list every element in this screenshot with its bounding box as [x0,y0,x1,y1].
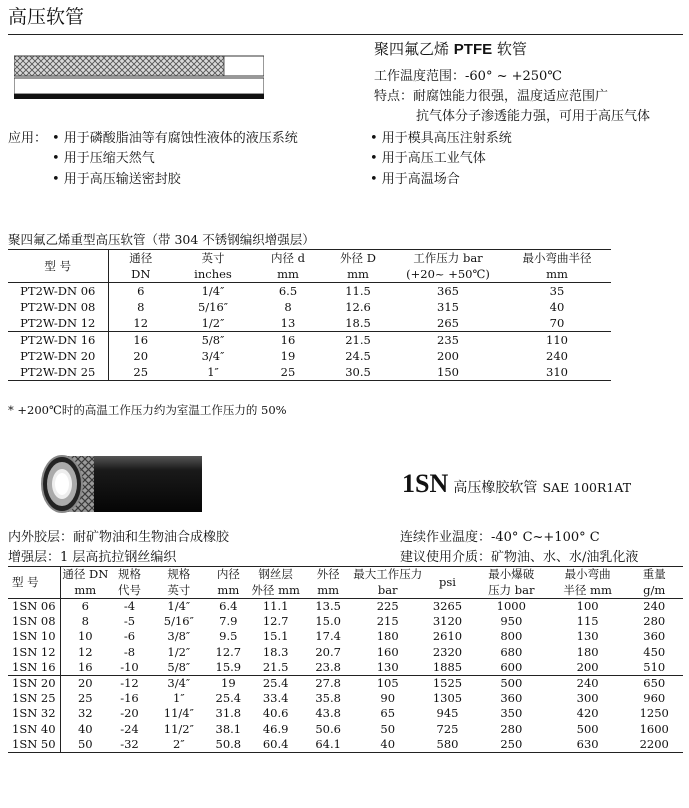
table1-header-6-line-0: 最小弯曲半径 [522,251,592,265]
table1-header-6-line-1: mm [546,267,568,281]
application-right-3: • 用于高温场合 [370,172,460,187]
table2-cell: 960 [643,691,666,706]
table2-cell: 38.1 [215,721,242,736]
table-row [8,722,683,737]
table2-cell: 33.4 [262,691,289,706]
table1-header-4-line-1: mm [347,267,369,281]
table2-cell: 40 [380,736,396,751]
table2-header-4 [208,567,248,599]
table2-cell: 180 [576,644,599,659]
table2-header-7-line-0: 最大工作压力 [353,567,423,581]
table2-cell: 1885 [432,659,463,674]
page-title: 高压软管 [8,6,85,28]
ptfe-temp [374,65,562,84]
table2-cell: 1″ [173,691,185,706]
table2-cell: 31.8 [215,706,242,721]
table2-header-3-line-0: 规格 [167,567,191,581]
table2-cell: 2320 [432,644,463,659]
rubber-hose-illustration [22,452,202,516]
table2-cell: 11.1 [262,599,289,613]
table2-cell: -5 [123,614,136,629]
table1-cell: 150 [437,365,459,379]
table2-header-4-line-1: mm [217,582,240,597]
table1-header-5 [393,250,503,283]
table1-cell: 310 [546,365,568,379]
table2-cell: 1SN 16 [8,660,60,676]
table1-header-0 [8,250,108,283]
table1-cell: 20 [133,349,149,363]
table2-header-10-line-0: 最小弯曲 [564,567,611,581]
table1-cell: 12.6 [345,300,371,314]
table1-cell: 1/2″ [201,316,225,330]
table1-cell: 19 [280,349,296,363]
table2-cell: 160 [376,644,399,659]
ptfe-hose-illustration [14,52,264,104]
sn-media: 建议使用介质：矿物油、水、水/油乳化液 [400,550,639,565]
table2-cell: 5/8″ [167,659,191,674]
table2-cell: 3120 [432,614,463,629]
table2-cell: 50 [77,736,93,751]
table2-cell: 1SN 06 [8,599,60,615]
table1-header-3 [253,250,323,283]
ptfe-heading-brand: PTFE [453,41,493,58]
sn-temperature: 连续作业温度：-40° C~+100° C [400,530,600,545]
table-row [8,629,683,644]
table2-cell: 650 [625,676,683,692]
table1-header-4 [323,250,393,283]
table2-header-2-line-1: 代号 [117,582,141,597]
table2-cell: 65 [380,706,396,721]
table2-cell: 510 [643,659,666,674]
table2-header-5 [248,567,303,599]
table2-cell: 19 [208,676,248,692]
table2-header-8-line-1: psi [439,574,456,589]
table2-header-3-line-1: 英寸 [167,582,191,597]
table2-cell: 50.6 [315,721,341,736]
table2-cell: 16 [77,659,93,674]
table2-cell: 25.4 [248,676,303,692]
table2-cell: 15.1 [262,629,289,644]
table2-cell: 500 [576,721,599,736]
table2-header-7 [353,567,422,599]
table2-cell: 1SN 20 [8,676,60,692]
table2-header-10-line-1: 半径 mm [563,582,612,597]
table2-cell: 1600 [639,721,669,736]
table2-cell: 17.4 [315,629,341,644]
table2-header-11 [625,567,683,599]
table1-cell: 25 [133,365,149,379]
table2-cell: 1SN 08 [8,614,60,629]
table2-cell: 1/2″ [167,644,191,659]
table2-cell: 200 [576,659,599,674]
table2-header-row [8,567,683,599]
table1-cell: 25 [280,365,296,379]
table2-cell: 3265 [432,599,463,613]
table1-cell: 30.5 [345,365,371,379]
ptfe-temp-label: 工作温度范围： [374,69,466,84]
table2-header-9 [473,567,550,599]
table1-caption: 聚四氟乙烯重型高压软管（带 304 不锈钢编织增强层） [8,232,315,247]
table2-cell: 40.6 [262,706,289,721]
table2-header-1-line-0: 通径 DN [62,567,109,581]
table1-header-0-line-0: 型 号 [44,259,72,273]
table-row [8,614,683,629]
table2-cell: 12.7 [215,644,242,659]
table2-cell: 90 [380,691,396,706]
table2-cell: -8 [123,644,136,659]
table1-header-3-line-1: mm [277,267,299,281]
table2-cell: 64.1 [315,736,341,751]
table2-cell: 12 [77,644,93,659]
table2-cell: 5/16″ [163,614,194,629]
table2-header-9-line-0: 最小爆破 [488,567,535,581]
table2-cell: 215 [376,614,399,629]
table2-cell: 18.3 [262,644,289,659]
table2-cell: 360 [500,691,523,706]
table1-cell: 35 [549,284,565,298]
table2-cell: 43.8 [315,706,341,721]
table2-cell: 115 [576,614,599,629]
table2-cell: 100 [576,599,599,613]
sn-model: 1SN [402,469,449,498]
table-row [8,364,611,381]
table-row [8,660,683,676]
table2-cell: 600 [500,659,523,674]
table2-header-0-line-0: 型 号 [12,574,39,589]
table2-cell: 580 [436,736,459,751]
table2-header-7-line-1: bar [377,582,398,597]
ptfe-feature-2: 抗气体分子渗透能力强，可用于高压气体 [416,109,651,124]
table2-cell: -12 [110,676,149,692]
table2-header-8 [422,567,473,599]
table1-cell: 40 [549,300,565,314]
table2-cell: 40 [77,721,93,736]
table1-header-5-line-0: 工作压力 bar [413,251,483,265]
table2-cell: -24 [120,721,139,736]
table2-cell: 945 [436,706,459,721]
table1-header-2-line-1: inches [194,267,232,281]
table1-cell: 235 [393,332,503,349]
table1-cell: 315 [437,300,459,314]
table2-header-1-line-1: mm [74,582,97,597]
table2-cell: 1305 [432,691,463,706]
table2-header-5-line-1: 外径 mm [251,582,300,597]
table-row [8,645,683,660]
table2-cell: 225 [376,599,399,613]
table2-cell: 32 [77,706,93,721]
table1-cell: PT2W-DN 06 [8,283,108,300]
table2-cell: 46.9 [262,721,289,736]
table2-cell: 2610 [432,629,463,644]
table2-cell: 2″ [173,736,185,751]
table2-cell: 3/8″ [167,629,191,644]
table-row [8,315,611,332]
table2-cell: 35.8 [315,691,341,706]
table1-cell: 70 [549,316,565,330]
table-row [8,599,683,615]
table2-cell: 420 [576,706,599,721]
table2-header-9-line-1: 压力 bar [488,582,535,597]
table-row [8,332,611,349]
application-left-3: • 用于高压输送密封胶 [52,172,181,187]
table1-cell: 240 [546,349,568,363]
table2-cell: 23.8 [315,659,341,674]
table1-cell: 16 [108,332,173,349]
table1-cell: 21.5 [323,332,393,349]
table2-cell: 1SN 32 [8,706,60,721]
table-row [8,299,611,315]
table2-cell: 1SN 12 [8,645,60,660]
ptfe-heading-cn: 聚四氟乙烯 [374,40,450,58]
table2-cell: 950 [500,614,523,629]
table2-cell: 630 [576,736,599,751]
table1-header-2-line-0: 英寸 [201,251,225,265]
table1-cell: 1/4″ [201,284,225,298]
table2-header-11-line-1: g/m [643,582,666,597]
table2-cell: 130 [576,629,599,644]
table1-cell: 11.5 [345,284,371,298]
table2-cell: 105 [353,676,422,692]
table2-cell: 300 [576,691,599,706]
table2-cell: 2200 [639,736,669,751]
table2-cell: 6.4 [219,599,238,613]
sn-heading [402,469,631,499]
table2-cell: 20 [60,676,110,692]
sn-reinforcement: 增强层：1 层高抗拉钢丝编织 [8,550,177,565]
table2-header-6 [303,567,353,599]
table1-header-row [8,250,611,283]
table2-header-11-line-0: 重量 [642,567,666,581]
ptfe-heading [374,38,527,59]
table1-header-5-line-1: (+20~ +50℃) [406,267,490,281]
table2-cell: 7.9 [219,614,238,629]
table2-cell: 60.4 [262,736,289,751]
table2-cell: 450 [643,644,666,659]
table2-cell: 1000 [496,599,526,613]
table2-cell: 1SN 25 [8,691,60,706]
table2-cell: 1SN 40 [8,722,60,737]
table-row [8,691,683,706]
table2-cell: 680 [500,644,523,659]
table1-cell: 5/8″ [173,332,253,349]
table-row [8,283,611,300]
table1-cell: 265 [437,316,459,330]
table1-header-1-line-1: DN [131,267,151,281]
table2-cell: 13.5 [315,599,341,613]
table2-cell: 350 [500,706,523,721]
table1-cell: 1″ [207,365,219,379]
title-divider [8,34,683,35]
table1-cell: 6.5 [278,284,298,298]
sn-name: 高压橡胶软管 [453,480,538,496]
table2-cell: 500 [473,676,550,692]
table2-cell: 6 [81,599,89,613]
table2-cell: 1SN 50 [8,737,60,753]
application-right-2: • 用于高压工业气体 [370,151,486,166]
table1-cell: 8 [137,300,145,314]
table1-cell: 365 [437,284,459,298]
table2-header-3 [149,567,208,599]
table-row [8,737,683,753]
table2-header-2 [110,567,149,599]
ptfe-feature-1-text: 耐腐蚀能力很强，温度适应范围广 [413,89,609,104]
sn-inner-outer: 内外胶层：耐矿物油和生物油合成橡胶 [8,530,230,545]
table1-cell: 110 [503,332,611,349]
table2-cell: 50 [380,721,396,736]
table1-header-2 [173,250,253,283]
table2-cell: 9.5 [219,629,238,644]
table2-cell: -6 [123,629,136,644]
table1-cell: 5/16″ [197,300,229,314]
table1-cell: 16 [253,332,323,349]
table1-cell: PT2W-DN 20 [8,348,108,364]
table2-cell: -16 [120,691,139,706]
table1-header-1 [108,250,173,283]
table2-cell: 8 [81,614,89,629]
table2-cell: -20 [120,706,139,721]
table2-cell: 240 [643,599,666,613]
table2-cell: 130 [376,659,399,674]
rubber-hose-spec-table [8,566,683,753]
table2-cell: 1/4″ [167,599,191,613]
table2-cell: 20.7 [315,644,341,659]
table1-header-4-line-0: 外径 D [340,251,376,265]
table1-cell: 8 [284,300,292,314]
table2-cell: 21.5 [262,659,289,674]
table1-cell: PT2W-DN 12 [8,315,108,332]
table1-cell: PT2W-DN 25 [8,364,108,381]
table2-cell: 800 [500,629,523,644]
table1-cell: 18.5 [345,316,371,330]
application-right-1: • 用于模具高压注射系统 [370,131,512,146]
table2-cell: 280 [643,614,666,629]
table2-cell: 11/4″ [163,706,194,721]
table2-cell: 25 [77,691,93,706]
table1-note: * +200℃时的高温工作压力约为室温工作压力的 50% [8,403,287,417]
table2-header-5-line-0: 钢丝层 [258,567,293,581]
table-row [8,348,611,364]
table2-header-2-line-0: 规格 [117,567,141,581]
table2-header-10 [550,567,626,599]
table2-cell: 25.4 [215,691,242,706]
table2-cell: 12.7 [262,614,289,629]
application-left-2: • 用于压缩天然气 [52,151,155,166]
ptfe-feature-1 [374,85,608,104]
table1-cell: 13 [280,316,296,330]
applications-label: 应用： [8,131,48,146]
sn-standard: SAE 100R1AT [542,480,632,495]
table2-cell: 1250 [639,706,669,721]
table-row [8,706,683,721]
table2-cell: 725 [436,721,459,736]
table2-header-6-line-0: 外径 [316,567,340,581]
table1-cell: PT2W-DN 08 [8,299,108,315]
table1-header-1-line-0: 通径 [129,251,153,265]
table2-cell: 50.8 [215,736,242,751]
ptfe-features-label: 特点： [374,89,414,104]
application-left-1: • 用于磷酸脂油等有腐蚀性液体的液压系统 [52,131,298,146]
table1-header-3-line-0: 内径 d [270,251,306,265]
table2-cell: 280 [500,721,523,736]
table2-cell: 15.9 [215,659,242,674]
table2-cell: 15.0 [315,614,341,629]
table2-cell: -4 [123,599,136,613]
table2-cell: 1SN 10 [8,629,60,644]
ptfe-heading-suffix: 软管 [496,40,527,58]
ptfe-spec-table [8,249,611,381]
table2-cell: -32 [120,736,139,751]
table2-cell: 3/4″ [149,676,208,692]
table1-cell: 6 [137,284,145,298]
table2-cell: 360 [643,629,666,644]
table2-cell: 1525 [422,676,473,692]
ptfe-temp-value: -60° ~ +250℃ [465,69,562,84]
table2-cell: 11/2″ [163,721,194,736]
table2-cell: 27.8 [303,676,353,692]
table-row [8,676,683,692]
table2-header-0 [8,567,60,599]
table2-header-6-line-1: mm [317,582,340,597]
table1-cell: 200 [437,349,459,363]
table1-cell: PT2W-DN 16 [8,332,108,349]
table2-cell: -10 [120,659,139,674]
table1-cell: 3/4″ [201,349,225,363]
table2-cell: 240 [550,676,626,692]
table2-cell: 250 [500,736,523,751]
table2-header-1 [60,567,110,599]
table1-cell: 12 [133,316,149,330]
table2-cell: 10 [77,629,93,644]
table2-header-4-line-0: 内径 [216,567,240,581]
table1-cell: 24.5 [345,349,371,363]
table1-header-6 [503,250,611,283]
table2-cell: 180 [376,629,399,644]
